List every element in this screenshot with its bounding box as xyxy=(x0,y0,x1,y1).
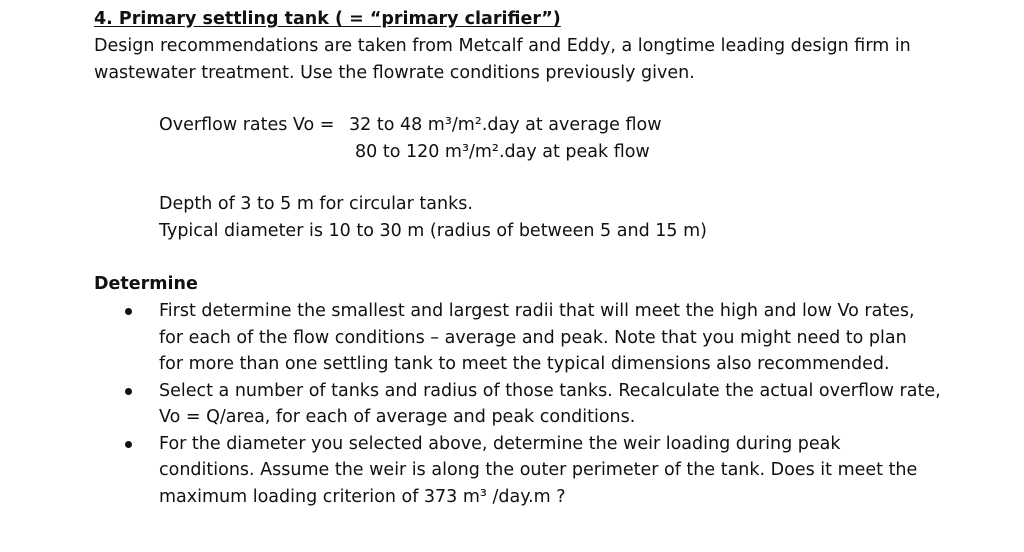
section-title: 4. Primary settling tank ( = “primary clarifier”) xyxy=(94,9,561,29)
intro-paragraph xyxy=(94,33,974,86)
list-item xyxy=(0,378,1024,431)
diameter-text: Typical diameter is 10 to 30 m (radius of between 5 and 15 m) xyxy=(159,220,707,241)
list-item xyxy=(0,431,1024,511)
bullet-icon xyxy=(125,308,132,315)
bullet-icon xyxy=(125,441,132,448)
overflow-peak-row xyxy=(159,139,662,166)
depth-text: Depth of 3 to 5 m for circular tanks. xyxy=(159,194,473,214)
overflow-average-row xyxy=(159,112,662,139)
overflow-average-value: 32 to 48 m³/m².day at average flow xyxy=(349,115,662,135)
list-item-line: maximum loading criterion of 373 m³ /day.m ? xyxy=(159,486,566,507)
overflow-rates-block xyxy=(159,112,662,166)
list-item-line: First determine the smallest and largest radii that will meet the high and low Vo rates, xyxy=(159,301,915,321)
tank-dimensions-block xyxy=(159,191,707,244)
bullet-icon xyxy=(125,388,132,395)
list-item xyxy=(0,298,1024,378)
list-item-line: Select a number of tanks and radius of those tanks. Recalculate the actual overflow rate, xyxy=(159,380,941,401)
list-item-line: Vo = Q/area, for each of average and peak conditions. xyxy=(159,407,636,427)
intro-line: Design recommendations are taken from Metcalf and Eddy, a longtime leading design firm in xyxy=(94,36,911,56)
list-item-line: for more than one settling tank to meet the typical dimensions also recommended. xyxy=(159,354,890,374)
intro-line: wastewater treatment. Use the flowrate conditions previously given. xyxy=(94,62,695,83)
overflow-label: Overflow rates Vo = xyxy=(159,115,335,135)
list-item-line: For the diameter you selected above, determine the weir loading during peak xyxy=(159,433,841,454)
determine-list xyxy=(0,298,1024,510)
list-item-line: conditions. Assume the weir is along the outer perimeter of the tank. Does it meet the xyxy=(159,460,918,480)
list-item-line: for each of the flow conditions – average and peak. Note that you might need to plan xyxy=(159,327,907,348)
overflow-peak-value: 80 to 120 m³/m².day at peak flow xyxy=(355,142,650,162)
determine-heading: Determine xyxy=(94,274,198,294)
